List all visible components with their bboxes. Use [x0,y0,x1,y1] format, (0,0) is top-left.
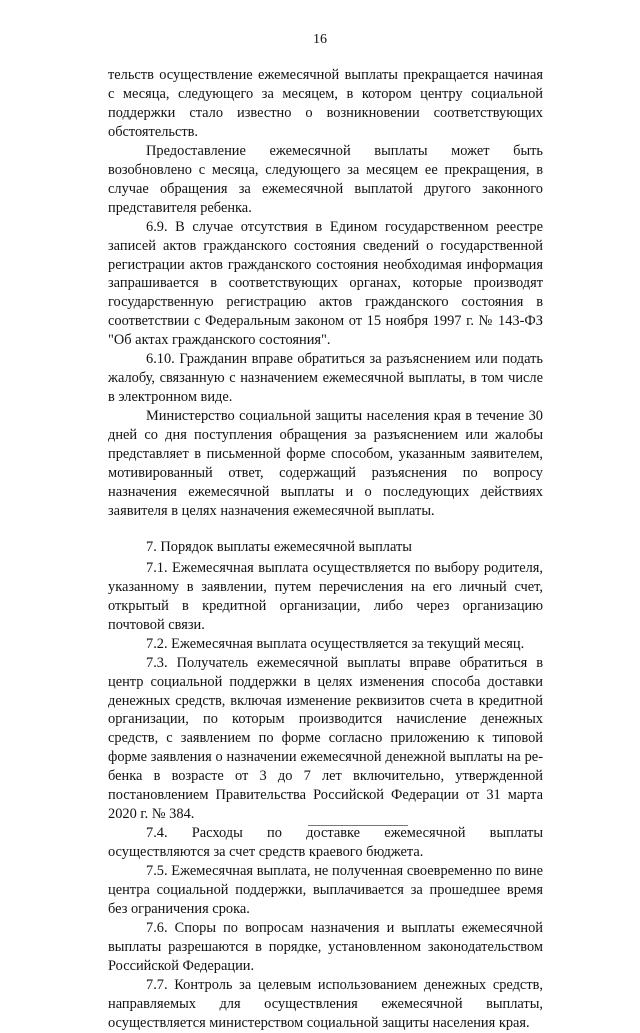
section-heading: 7. Порядок выплаты ежемесячной выплаты [146,538,412,555]
paragraph-7-6: 7.6. Споры по вопросам назначения и выплаты ежемесячной выплаты разрешаются в порядке, установленном законодательством Российской Федерации. [108,919,543,974]
paragraph-7-7: 7.7. Контроль за целевым использованием денежных средств, направляемых для осуществления ежемесячной выплаты, осуществляется министерством социальной защиты населения края. [108,976,543,1031]
paragraph-continuation: тельств осуществление ежемесячной выплаты прекращается начиная с месяца, следующего за месяцем, в котором центру социальной поддержки стало известно о возникновении соответствующих обстоятельств. [108,67,543,140]
end-divider [308,825,408,826]
paragraph-6-9: 6.9. В случае отсутствия в Едином государственном реестре записей актов гражданского состояния сведений о государственной регистрации актов гражданского состояния необходимая информация запрашивается в соответствующих органах, которые производят государственную регистрацию актов гражданского состояния в соответствии с Федеральным законом от 15 ноября 1997 г. № 143-ФЗ "Об актах гражданского состояния". [108,218,543,349]
paragraph-7-5: 7.5. Ежемесячная выплата, не полученная своевременно по вине центра социальной поддержки, выплачивается за прошедшее время без ограничения срока. [108,863,543,917]
document-body [108,66,543,1033]
paragraph-7-3: 7.3. Получатель ежемесячной выплаты вправе обратиться в центр социальной поддержки в целях изменения способа доставки денежных средств, включая изменение реквизитов счета в кредитной организации, по которым производится начисление денежных средств, с заявлением по форме согласно приложению к типовой форме заявления о назначении ежемесячной денежной выплаты на ребенка в возрасте от 3 до 7 лет включительно, утвержденной постановлением Правительства Российской Федерации от 31 марта 2020 г. № 384. [108,654,543,823]
paragraph-ministry-response: Министерство социальной защиты населения края в течение 30 дней со дня поступления обращения за разъяснением или жалобы представляет в письменной форме способом, указанным заявителем, мотивированный ответ, содержащий разъяснения по вопросу назначения ежемесячной выплаты и о последующих действиях заявителя в целях назначения ежемесячной выплаты. [108,408,543,519]
paragraph-resumption: Предоставление ежемесячной выплаты может быть возобновлено с месяца, следующего за месяцем ее прекращения, в случае обращения за ежемесячной выплатой другого законного представителя ребенка. [108,142,543,216]
paragraph-6-10: 6.10. Гражданин вправе обратиться за разъяснением или подать жалобу, связанную с назначением ежемесячной выплаты, в том числе в электронном виде. [108,351,543,406]
paragraph-7-1: 7.1. Ежемесячная выплата осуществляется по выбору родителя, указанному в заявлении, путем перечисления на его личный счет, открытый в кредитной организации, либо через организацию почтовой связи. [108,559,543,633]
paragraph-7-2: 7.2. Ежемесячная выплата осуществляется за текущий месяц. [146,635,525,652]
paragraph-7-4: 7.4. Расходы по доставке ежемесячной выплаты осуществляются за счет средств краевого бюджета. [108,825,543,861]
page-number: 16 [313,32,327,47]
